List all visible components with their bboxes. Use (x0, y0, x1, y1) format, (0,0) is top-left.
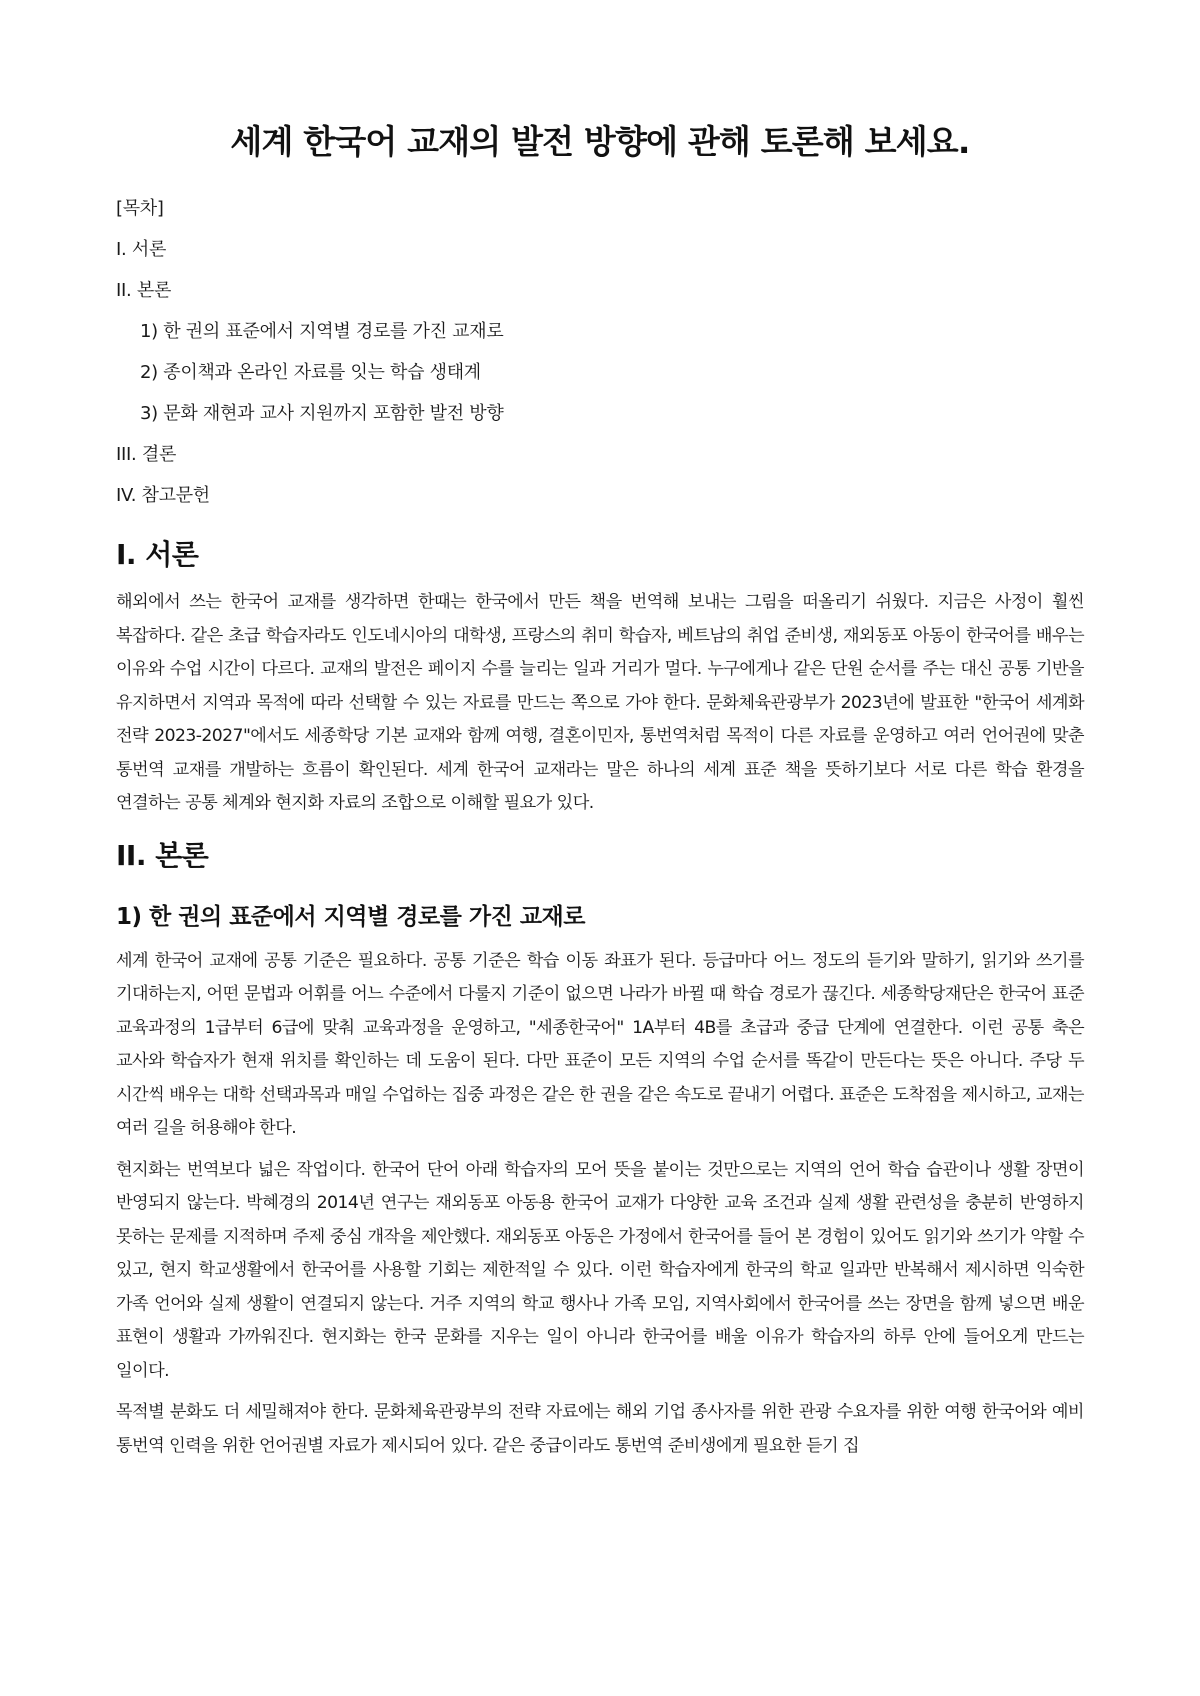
subsection-heading-1: 1) 한 권의 표준에서 지역별 경로를 가진 교재로 (116, 903, 585, 930)
toc-item: III. 결론 (116, 444, 177, 465)
toc-subitem: 2) 종이책과 온라인 자료를 잇는 학습 생태계 (140, 362, 481, 383)
body-paragraph: 현지화는 번역보다 넓은 작업이다. 한국어 단어 아래 학습자의 모어 뜻을 붙이는 것만으로는 지역의 언어 학습 습관이나 생활 장면이 반영되지 않는다. 박혜경의 2014년 연구는 재외동포 아동용 한국어 교재가 다양한 교육 조건과 실제 생활 관련성을 충분히 반영하지 못하는 문제를 지적하며 주제 중심 개작을 제안했다. 재외동포 아동은 가정에서 한국어를 들어 본 경험이 있어도 읽기와 쓰기가 약할 수 있고, 현지 학교생활에서 한국어를 사용할 기회는 제한적일 수 있다. 이런 학습자에게 한국의 학교 일과만 반복해서 제시하면 익숙한 가족 언어와 실제 생활이 연결되지 않는다. 거주 지역의 학교 행사나 가족 모임, 지역사회에서 한국어를 쓰는 장면을 함께 넣으면 배운 표현이 생활과 가까워진다. 현지화는 한국 문화를 지우는 일이 아니라 한국어를 배울 이유가 학습자의 하루 안에 들어오게 만드는 일이다. (116, 1159, 1084, 1381)
toc-item: II. 본론 (116, 280, 172, 301)
section-heading-body: II. 본론 (116, 838, 209, 872)
intro-paragraph: 해외에서 쓰는 한국어 교재를 생각하면 한때는 한국에서 만든 책을 번역해 보내는 그림을 떠올리기 쉬웠다. 지금은 사정이 훨씬 복잡하다. 같은 초급 학습자라도 인도네시아의 대학생, 프랑스의 취미 학습자, 베트남의 취업 준비생, 재외동포 아동이 한국어를 배우는 이유와 수업 시간이 다르다. 교재의 발전은 페이지 수를 늘리는 일과 거리가 멀다. 누구에게나 같은 단원 순서를 주는 대신 공통 기반을 유지하면서 지역과 목적에 따라 선택할 수 있는 자료를 만드는 쪽으로 가야 한다. 문화체육관광부가 2023년에 발표한 "한국어 세계화 전략 2023-2027"에서도 세종학당 기본 교재와 함께 여행, 결혼이민자, 통번역처럼 목적이 다른 자료를 운영하고 여러 언어권에 맞춘 통번역 교재를 개발하는 흐름이 확인된다. 세계 한국어 교재라는 말은 하나의 세계 표준 책을 뜻하기보다 서로 다른 학습 환경을 연결하는 공통 체계와 현지화 자료의 조합으로 이해할 필요가 있다. (116, 592, 1084, 813)
table-of-contents (116, 188, 1084, 516)
body-paragraph: 목적별 분화도 더 세밀해져야 한다. 문화체육관광부의 전략 자료에는 해외 기업 종사자를 위한 관광 수요자를 위한 여행 한국어와 예비 통번역 인력을 위한 언어권별 자료가 제시되어 있다. 같은 중급이라도 통번역 준비생에게 필요한 듣기 집 (116, 1402, 1084, 1456)
document-page (116, 118, 1084, 1471)
toc-item: IV. 참고문헌 (116, 485, 210, 506)
toc-item: I. 서론 (116, 239, 167, 260)
toc-heading: [목차] (116, 198, 164, 219)
toc-subitem: 1) 한 권의 표준에서 지역별 경로를 가진 교재로 (140, 321, 504, 342)
toc-subitem: 3) 문화 재현과 교사 지원까지 포함한 발전 방향 (140, 403, 504, 424)
document-title: 세계 한국어 교재의 발전 방향에 관해 토론해 보세요. (230, 122, 970, 161)
section-heading-intro: I. 서론 (116, 538, 199, 571)
body-paragraph: 세계 한국어 교재에 공통 기준은 필요하다. 공통 기준은 학습 이동 좌표가 된다. 등급마다 어느 정도의 듣기와 말하기, 읽기와 쓰기를 기대하는지, 어떤 문법과 어휘를 어느 수준에서 다룰지 기준이 없으면 나라가 바뀔 때 학습 경로가 끊긴다. 세종학당재단은 한국어 표준 교육과정의 1급부터 6급에 맞춰 교육과정을 운영하고, "세종한국어" 1A부터 4B를 초급과 중급 단계에 연결한다. 이런 공통 축은 교사와 학습자가 현재 위치를 확인하는 데 도움이 된다. 다만 표준이 모든 지역의 수업 순서를 똑같이 만든다는 뜻은 아니다. 주당 두 시간씩 배우는 대학 선택과목과 매일 수업하는 집중 과정은 같은 한 권을 같은 속도로 끝내기 어렵다. 표준은 도착점을 제시하고, 교재는 여러 길을 허용해야 한다. (116, 950, 1084, 1138)
